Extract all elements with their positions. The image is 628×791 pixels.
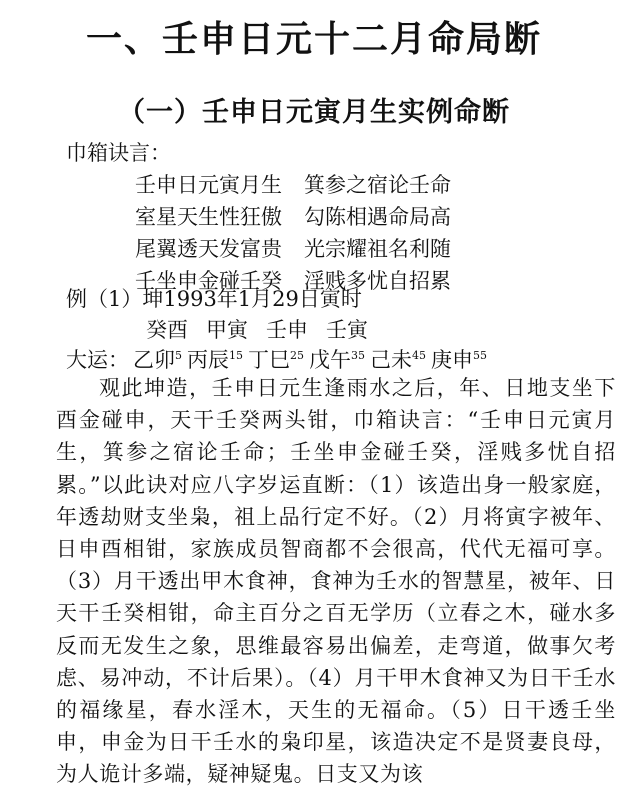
luck-cycle-step — [187, 348, 243, 372]
jinxiang-label: 巾箱诀言： — [66, 141, 171, 165]
verse-second-half: 淫贱多忧自招累 — [304, 269, 451, 293]
luck-cycle-ganzhi: 庚申 — [431, 348, 473, 372]
verse-line — [135, 234, 451, 264]
luck-cycle-step — [248, 348, 304, 372]
verse-first-half: 室星天生性狂傲 — [135, 205, 282, 229]
verse-first-half: 尾翼透天发富贵 — [135, 237, 282, 261]
verse-second-half: 光宗耀祖名利随 — [304, 237, 451, 261]
four-pillars — [146, 315, 368, 345]
luck-cycle-ganzhi: 丙辰 — [187, 348, 229, 372]
luck-cycle-ganzhi: 戊午 — [309, 348, 351, 372]
luck-cycle-step — [309, 348, 365, 372]
verse-second-half: 箕参之宿论壬命 — [304, 173, 451, 197]
verse-first-half: 壬坐申金碰壬癸 — [135, 269, 282, 293]
analysis-paragraph: 观此坤造，壬申日元生逢雨水之后，年、日地支坐下酉金碰申，天干壬癸两头钳，巾箱诀言：“壬申日元寅月生，箕参之宿论壬命；壬坐申金碰壬癸，淫贱多忧自招累。”以此诀对应八字岁运直断：（1）该造出身一般家庭，年透劫财支坐枭，祖上品行定不好。（2）月将寅字被年、日申酉相钳，家族成员智商都不会很高，代代无福可享。（3）月干透出甲木食神，食神为壬水的智慧星，被年、日天干壬癸相钳，命主百分之百无学历（立春之木，碰水多反而无发生之象，思维最容易出偏差，走弯道，做事欠考虑、易冲动，不计后果）。（4）月干甲木食神又为日干壬水的福缘星，春水淫木，天生的无福命。（5）日干透壬坐申，申金为日干壬水的枭印星，该造决定不是贤妻良母，为人诡计多端，疑神疑鬼。日支又为该 — [56, 376, 616, 787]
luck-cycle-age: 25 — [290, 349, 304, 362]
example-heading: 例（1）坤1993年1月29日寅时 — [66, 287, 362, 311]
chapter-title: 一、壬申日元十二月命局断 — [85, 19, 542, 60]
luck-cycle-step — [133, 348, 182, 372]
luck-cycle-age: 15 — [229, 349, 243, 362]
verse-first-half: 壬申日元寅月生 — [135, 173, 282, 197]
luck-cycles-label: 大运： — [66, 348, 129, 372]
luck-cycle-age: 55 — [473, 349, 487, 362]
day-pillar: 壬申 — [266, 318, 308, 342]
luck-cycle-ganzhi: 丁巳 — [248, 348, 290, 372]
luck-cycles — [66, 345, 492, 375]
hour-pillar: 壬寅 — [326, 318, 368, 342]
luck-cycle-step — [431, 348, 487, 372]
luck-cycle-age: 5 — [175, 349, 182, 362]
luck-cycle-ganzhi: 乙卯 — [133, 348, 175, 372]
luck-cycle-age: 35 — [351, 349, 365, 362]
luck-cycle-step — [370, 348, 426, 372]
verse-second-half: 勾陈相遇命局高 — [304, 205, 451, 229]
luck-cycle-ganzhi: 己未 — [370, 348, 412, 372]
luck-cycle-age: 45 — [412, 349, 426, 362]
verse-line — [135, 202, 451, 232]
section-title: （一）壬申日元寅月生实例命断 — [118, 97, 510, 128]
month-pillar: 甲寅 — [206, 318, 248, 342]
verse-line — [135, 170, 451, 200]
year-pillar: 癸酉 — [146, 318, 188, 342]
